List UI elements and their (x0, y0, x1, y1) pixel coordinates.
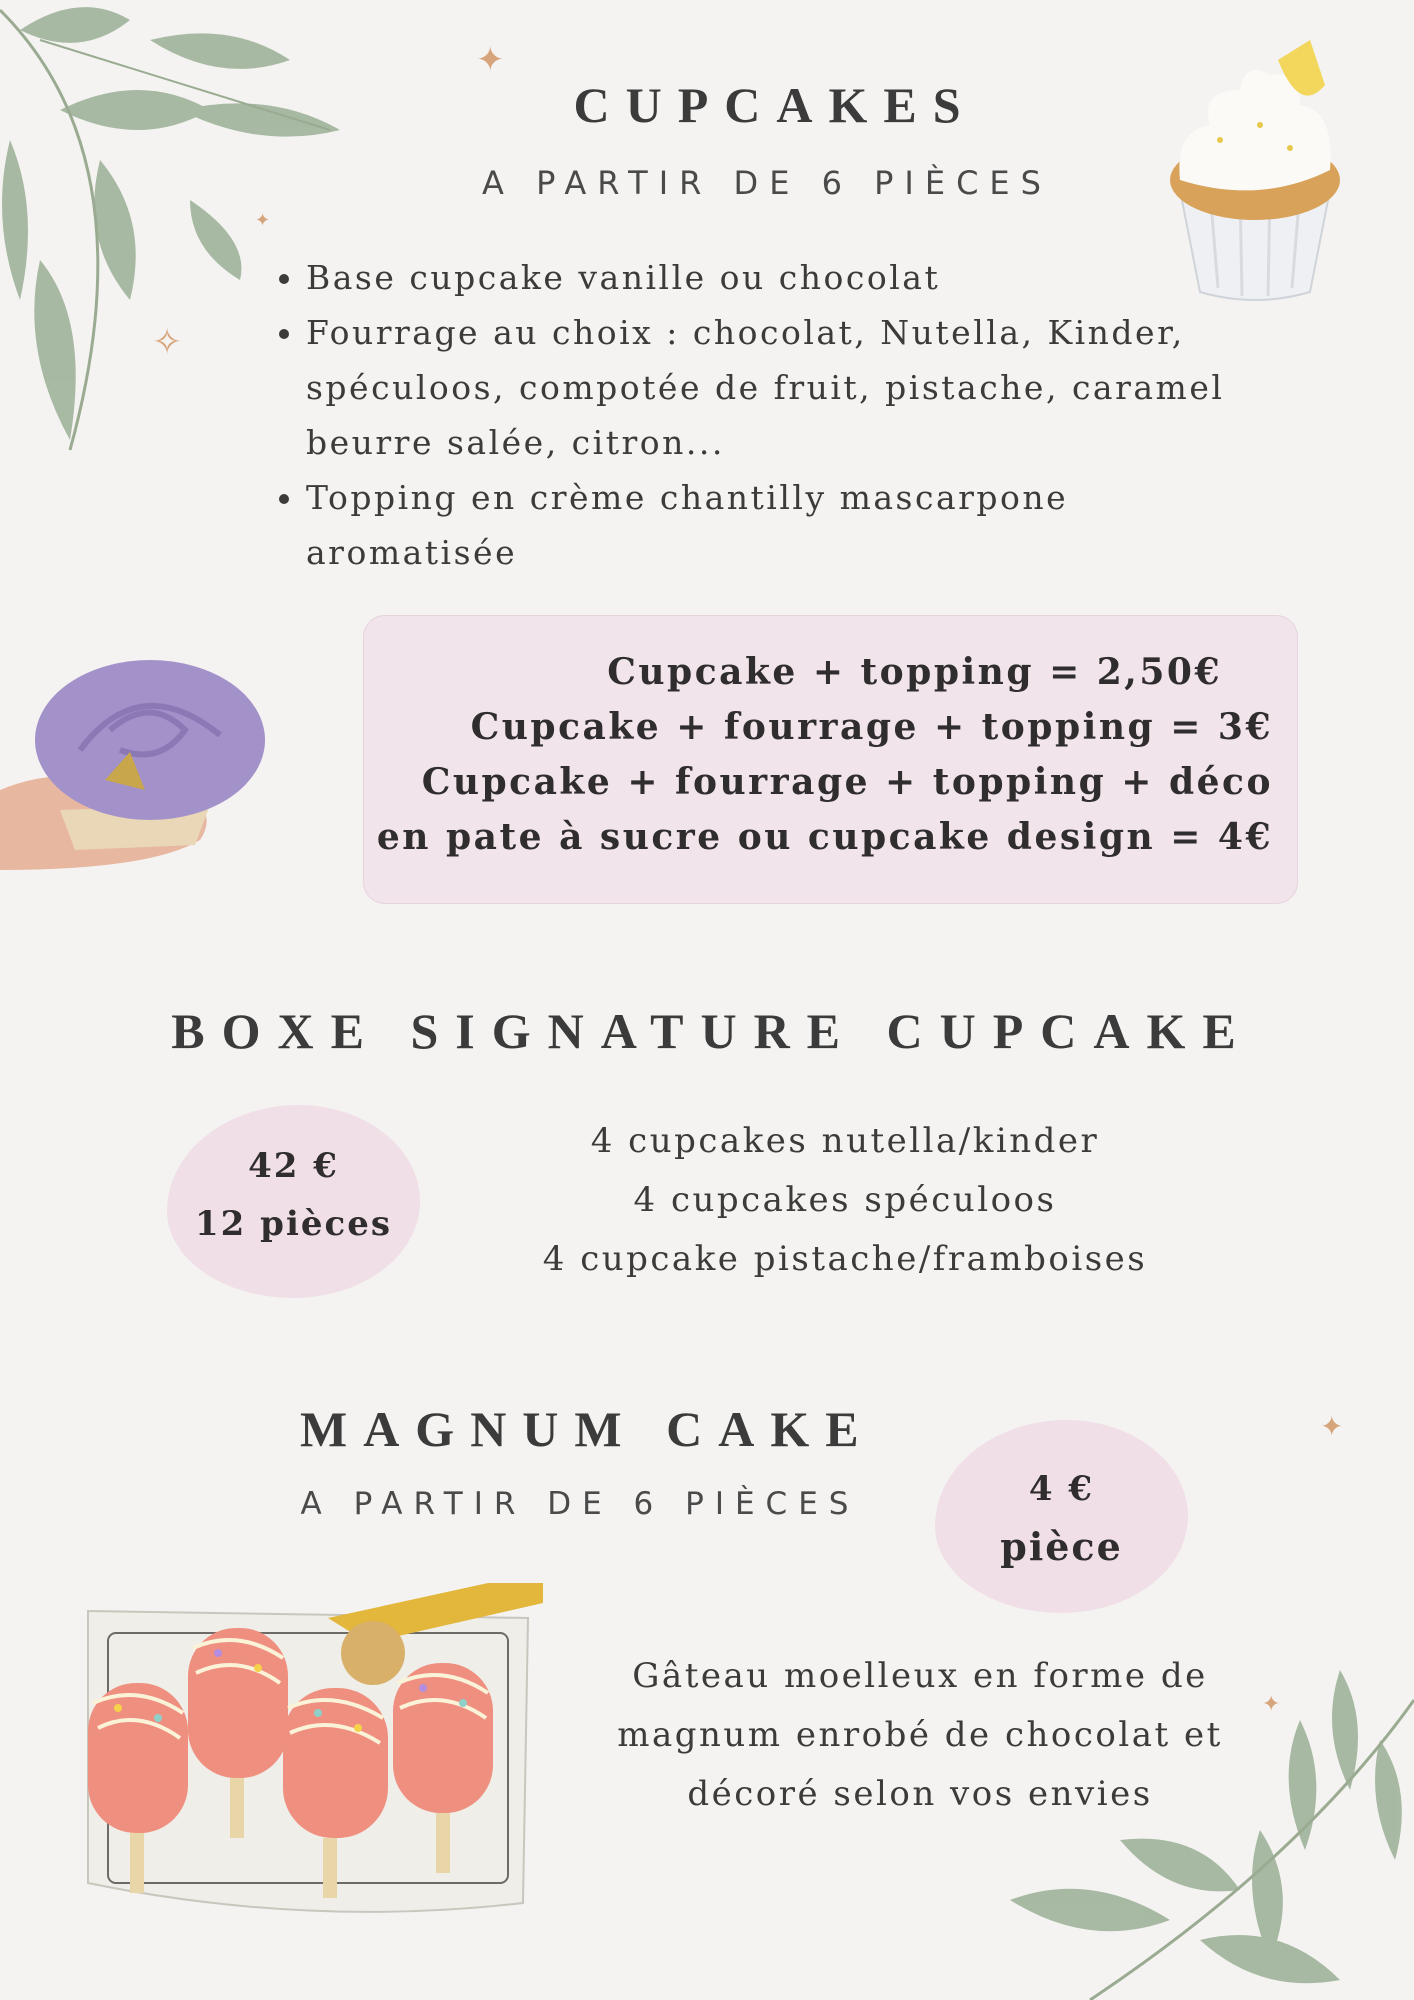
boxe-price: 42 € (248, 1146, 339, 1186)
list-item: • Fourrage au choix : chocolat, Nutella, Kinder, spéculoos, compotée de fruit, pistache, caramel beurre salée, citron... (306, 305, 1258, 470)
magnum-price: 4 € (1028, 1469, 1095, 1509)
magnum-cakes-image (68, 1583, 543, 1928)
description-line: décoré selon vos envies (687, 1774, 1153, 1814)
price-line: Cupcake + fourrage + topping = 3€ (470, 706, 1273, 748)
price-line: Cupcake + fourrage + topping + déco (421, 761, 1273, 803)
magnum-price-badge (935, 1420, 1188, 1613)
cupcakes-title: CUPCAKES (573, 77, 977, 133)
boxe-quantity: 12 pièces (195, 1204, 392, 1244)
list-item: • Topping en crème chantilly mascarpone aromatisée (306, 470, 1258, 580)
sparkle-icon: ✦ (1320, 1410, 1344, 1443)
boxe-title: BOXE SIGNATURE CUPCAKE (171, 1003, 1253, 1059)
boxe-contents (520, 1112, 1170, 1289)
sparkle-icon: ✦ (1262, 1692, 1281, 1717)
leaves-decoration-bottom-right (1000, 1660, 1414, 2000)
description-line: magnum enrobé de chocolat et (617, 1715, 1223, 1755)
description-line: Gâteau moelleux en forme de (632, 1656, 1208, 1696)
price-line: Cupcake + topping = 2,50€ (607, 651, 1222, 693)
sparkle-icon: ✦ (255, 210, 271, 231)
cupcakes-feature-list (258, 250, 1258, 580)
sparkle-icon: ✦ (476, 40, 505, 80)
magnum-unit: pièce (1000, 1524, 1123, 1569)
cupcakes-price-list (363, 645, 1273, 865)
list-item: 4 cupcake pistache/framboises (542, 1239, 1148, 1279)
price-line: en pate à sucre ou cupcake design = 4€ (376, 816, 1273, 858)
purple-cupcake-image (0, 640, 275, 870)
list-item: 4 cupcakes spéculoos (633, 1180, 1057, 1220)
boxe-price-badge (167, 1105, 420, 1298)
magnum-subtitle: A PARTIR DE 6 PIÈCES (300, 1486, 860, 1522)
list-item: • Base cupcake vanille ou chocolat (306, 250, 1258, 305)
magnum-title: MAGNUM CAKE (300, 1401, 875, 1457)
list-item: 4 cupcakes nutella/kinder (590, 1121, 1100, 1161)
sparkle-icon: ✧ (152, 322, 183, 363)
cupcakes-subtitle: A PARTIR DE 6 PIÈCES (482, 164, 1052, 202)
